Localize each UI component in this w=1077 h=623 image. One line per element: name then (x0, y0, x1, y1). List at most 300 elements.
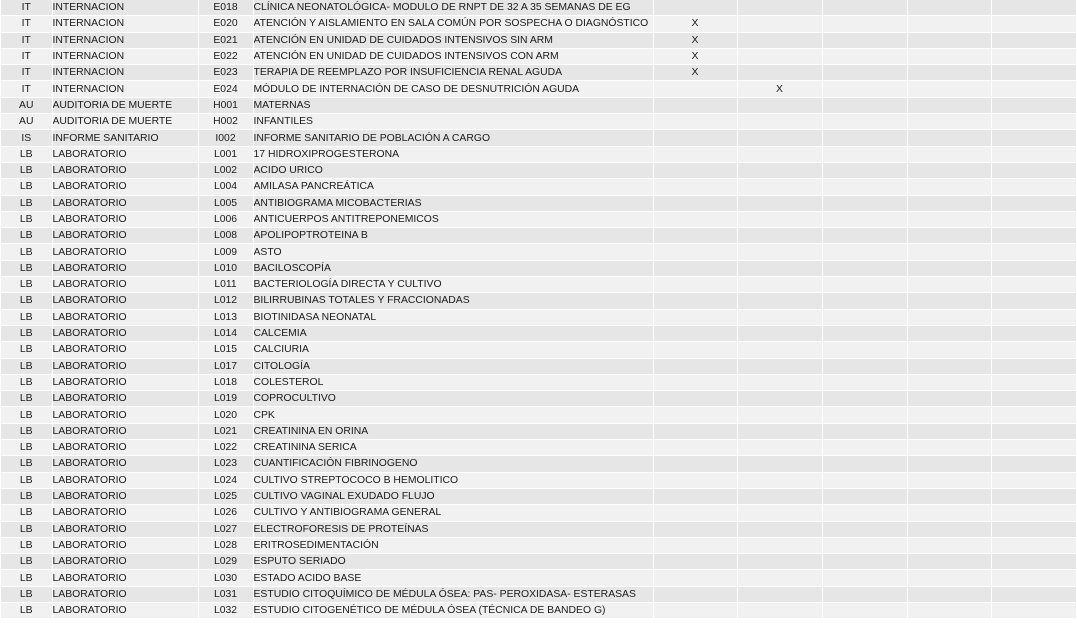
cell-category-code[interactable]: LB (1, 293, 52, 309)
cell-service-description[interactable]: CLÍNICA NEONATOLÓGICA- MODULO DE RNPT DE 32 A 35 SEMANAS DE EG (253, 0, 653, 16)
cell-mark-4[interactable] (907, 228, 991, 244)
cell-category-name[interactable]: LABORATORIO (52, 260, 198, 276)
cell-service-code[interactable]: E022 (198, 48, 253, 64)
cell-mark-4[interactable] (907, 521, 991, 537)
cell-mark-5[interactable] (991, 260, 1076, 276)
cell-mark-3[interactable] (822, 81, 907, 97)
cell-category-code[interactable]: LB (1, 602, 52, 618)
cell-mark-2[interactable]: X (737, 81, 822, 97)
cell-mark-3[interactable] (822, 342, 907, 358)
cell-mark-5[interactable] (991, 228, 1076, 244)
cell-service-code[interactable]: L014 (198, 325, 253, 341)
cell-category-name[interactable]: INTERNACION (52, 16, 198, 32)
cell-mark-1[interactable] (653, 146, 737, 162)
cell-mark-5[interactable] (991, 342, 1076, 358)
cell-category-code[interactable]: IT (1, 81, 52, 97)
cell-category-code[interactable]: IT (1, 16, 52, 32)
cell-service-code[interactable]: E021 (198, 32, 253, 48)
cell-mark-2[interactable] (737, 97, 822, 113)
cell-mark-5[interactable] (991, 130, 1076, 146)
cell-mark-3[interactable] (822, 228, 907, 244)
cell-mark-1[interactable] (653, 0, 737, 16)
cell-mark-3[interactable] (822, 423, 907, 439)
cell-mark-2[interactable] (737, 195, 822, 211)
cell-mark-1[interactable] (653, 488, 737, 504)
cell-mark-4[interactable] (907, 440, 991, 456)
cell-mark-3[interactable] (822, 0, 907, 16)
cell-service-description[interactable]: CALCIURIA (253, 342, 653, 358)
cell-mark-5[interactable] (991, 456, 1076, 472)
cell-mark-5[interactable] (991, 32, 1076, 48)
cell-service-code[interactable]: L013 (198, 309, 253, 325)
cell-mark-3[interactable] (822, 570, 907, 586)
cell-mark-3[interactable] (822, 440, 907, 456)
cell-mark-2[interactable] (737, 114, 822, 130)
cell-service-code[interactable]: L022 (198, 440, 253, 456)
cell-service-description[interactable]: CREATININA SERICA (253, 440, 653, 456)
cell-mark-4[interactable] (907, 130, 991, 146)
cell-category-name[interactable]: LABORATORIO (52, 440, 198, 456)
cell-mark-4[interactable] (907, 537, 991, 553)
cell-category-name[interactable]: INTERNACION (52, 48, 198, 64)
cell-category-name[interactable]: LABORATORIO (52, 195, 198, 211)
cell-service-code[interactable]: L008 (198, 228, 253, 244)
cell-category-code[interactable]: LB (1, 488, 52, 504)
cell-mark-3[interactable] (822, 358, 907, 374)
cell-category-name[interactable]: LABORATORIO (52, 456, 198, 472)
cell-service-code[interactable]: L031 (198, 586, 253, 602)
cell-category-name[interactable]: LABORATORIO (52, 244, 198, 260)
cell-mark-1[interactable] (653, 244, 737, 260)
cell-mark-3[interactable] (822, 114, 907, 130)
cell-mark-2[interactable] (737, 342, 822, 358)
cell-category-code[interactable]: LB (1, 195, 52, 211)
cell-service-code[interactable]: E023 (198, 65, 253, 81)
cell-category-code[interactable]: IT (1, 32, 52, 48)
cell-category-code[interactable]: AU (1, 97, 52, 113)
cell-mark-5[interactable] (991, 65, 1076, 81)
cell-mark-4[interactable] (907, 456, 991, 472)
cell-service-code[interactable]: L002 (198, 162, 253, 178)
cell-service-description[interactable]: ACIDO URICO (253, 162, 653, 178)
cell-mark-5[interactable] (991, 97, 1076, 113)
cell-category-code[interactable]: LB (1, 521, 52, 537)
cell-category-code[interactable]: LB (1, 260, 52, 276)
cell-mark-2[interactable] (737, 602, 822, 618)
cell-mark-1[interactable] (653, 277, 737, 293)
cell-category-name[interactable]: LABORATORIO (52, 277, 198, 293)
cell-mark-5[interactable] (991, 440, 1076, 456)
cell-mark-1[interactable] (653, 391, 737, 407)
cell-mark-4[interactable] (907, 407, 991, 423)
cell-service-code[interactable]: L010 (198, 260, 253, 276)
cell-category-code[interactable]: LB (1, 374, 52, 390)
cell-category-code[interactable]: LB (1, 325, 52, 341)
cell-mark-5[interactable] (991, 81, 1076, 97)
cell-mark-5[interactable] (991, 602, 1076, 618)
cell-mark-4[interactable] (907, 570, 991, 586)
cell-service-description[interactable]: COPROCULTIVO (253, 391, 653, 407)
cell-category-code[interactable]: LB (1, 277, 52, 293)
cell-mark-2[interactable] (737, 570, 822, 586)
cell-mark-3[interactable] (822, 602, 907, 618)
cell-category-name[interactable]: LABORATORIO (52, 162, 198, 178)
cell-service-code[interactable]: L012 (198, 293, 253, 309)
cell-mark-3[interactable] (822, 179, 907, 195)
cell-mark-4[interactable] (907, 97, 991, 113)
cell-mark-5[interactable] (991, 211, 1076, 227)
cell-mark-2[interactable] (737, 0, 822, 16)
cell-mark-1[interactable] (653, 521, 737, 537)
cell-category-name[interactable]: INFORME SANITARIO (52, 130, 198, 146)
cell-mark-2[interactable] (737, 179, 822, 195)
cell-category-name[interactable]: LABORATORIO (52, 342, 198, 358)
cell-category-code[interactable]: LB (1, 505, 52, 521)
cell-mark-1[interactable]: X (653, 65, 737, 81)
cell-mark-3[interactable] (822, 48, 907, 64)
cell-mark-3[interactable] (822, 586, 907, 602)
cell-mark-2[interactable] (737, 423, 822, 439)
cell-category-code[interactable]: LB (1, 423, 52, 439)
cell-category-code[interactable]: LB (1, 537, 52, 553)
cell-mark-3[interactable] (822, 325, 907, 341)
cell-service-description[interactable]: BACTERIOLOGÍA DIRECTA Y CULTIVO (253, 277, 653, 293)
cell-mark-2[interactable] (737, 309, 822, 325)
cell-category-code[interactable]: LB (1, 472, 52, 488)
cell-category-name[interactable]: LABORATORIO (52, 505, 198, 521)
cell-service-description[interactable]: CULTIVO Y ANTIBIOGRAMA GENERAL (253, 505, 653, 521)
cell-service-description[interactable]: CULTIVO VAGINAL EXUDADO FLUJO (253, 488, 653, 504)
cell-mark-5[interactable] (991, 521, 1076, 537)
cell-mark-5[interactable] (991, 374, 1076, 390)
cell-mark-3[interactable] (822, 130, 907, 146)
cell-mark-4[interactable] (907, 48, 991, 64)
cell-mark-3[interactable] (822, 309, 907, 325)
cell-category-code[interactable]: LB (1, 342, 52, 358)
cell-category-code[interactable]: LB (1, 228, 52, 244)
cell-service-code[interactable]: E024 (198, 81, 253, 97)
cell-category-name[interactable]: LABORATORIO (52, 358, 198, 374)
cell-mark-2[interactable] (737, 162, 822, 178)
cell-category-code[interactable]: IT (1, 48, 52, 64)
cell-category-name[interactable]: LABORATORIO (52, 488, 198, 504)
cell-mark-3[interactable] (822, 456, 907, 472)
cell-mark-1[interactable] (653, 81, 737, 97)
cell-mark-3[interactable] (822, 505, 907, 521)
cell-mark-2[interactable] (737, 146, 822, 162)
cell-mark-1[interactable] (653, 325, 737, 341)
cell-mark-3[interactable] (822, 407, 907, 423)
cell-mark-4[interactable] (907, 195, 991, 211)
cell-mark-2[interactable] (737, 277, 822, 293)
cell-service-description[interactable]: ATENCIÓN EN UNIDAD DE CUIDADOS INTENSIVOS CON ARM (253, 48, 653, 64)
cell-service-description[interactable]: TERAPIA DE REEMPLAZO POR INSUFICIENCIA RENAL AGUDA (253, 65, 653, 81)
cell-service-description[interactable]: ANTIBIOGRAMA MICOBACTERIAS (253, 195, 653, 211)
cell-service-description[interactable]: ANTICUERPOS ANTITREPONEMICOS (253, 211, 653, 227)
cell-service-code[interactable]: L029 (198, 554, 253, 570)
cell-mark-3[interactable] (822, 65, 907, 81)
cell-mark-2[interactable] (737, 260, 822, 276)
cell-mark-3[interactable] (822, 554, 907, 570)
cell-category-name[interactable]: LABORATORIO (52, 309, 198, 325)
cell-mark-1[interactable] (653, 407, 737, 423)
cell-category-code[interactable]: LB (1, 456, 52, 472)
cell-mark-4[interactable] (907, 244, 991, 260)
cell-mark-5[interactable] (991, 48, 1076, 64)
cell-mark-1[interactable] (653, 309, 737, 325)
cell-mark-5[interactable] (991, 146, 1076, 162)
cell-mark-1[interactable]: X (653, 48, 737, 64)
cell-mark-1[interactable] (653, 97, 737, 113)
cell-mark-5[interactable] (991, 407, 1076, 423)
cell-mark-4[interactable] (907, 505, 991, 521)
cell-mark-4[interactable] (907, 488, 991, 504)
cell-mark-5[interactable] (991, 195, 1076, 211)
cell-category-code[interactable]: LB (1, 391, 52, 407)
cell-mark-5[interactable] (991, 277, 1076, 293)
cell-category-name[interactable]: LABORATORIO (52, 374, 198, 390)
cell-service-description[interactable]: ESTADO ACIDO BASE (253, 570, 653, 586)
cell-service-code[interactable]: L011 (198, 277, 253, 293)
cell-mark-1[interactable]: X (653, 16, 737, 32)
cell-service-description[interactable]: ESTUDIO CITOQUÍMICO DE MÉDULA ÓSEA: PAS- PEROXIDASA- ESTERASAS (253, 586, 653, 602)
cell-mark-4[interactable] (907, 554, 991, 570)
cell-service-code[interactable]: L001 (198, 146, 253, 162)
cell-category-name[interactable]: INTERNACION (52, 0, 198, 16)
cell-service-code[interactable]: L017 (198, 358, 253, 374)
cell-mark-1[interactable] (653, 554, 737, 570)
cell-mark-1[interactable] (653, 440, 737, 456)
cell-category-code[interactable]: IT (1, 0, 52, 16)
cell-mark-1[interactable] (653, 228, 737, 244)
cell-mark-2[interactable] (737, 211, 822, 227)
cell-mark-5[interactable] (991, 114, 1076, 130)
cell-service-code[interactable]: I002 (198, 130, 253, 146)
cell-mark-1[interactable] (653, 358, 737, 374)
cell-category-code[interactable]: LB (1, 407, 52, 423)
cell-mark-2[interactable] (737, 48, 822, 64)
cell-mark-2[interactable] (737, 472, 822, 488)
cell-mark-4[interactable] (907, 211, 991, 227)
cell-mark-2[interactable] (737, 391, 822, 407)
cell-mark-3[interactable] (822, 32, 907, 48)
cell-mark-1[interactable]: X (653, 32, 737, 48)
cell-category-name[interactable]: LABORATORIO (52, 179, 198, 195)
cell-mark-2[interactable] (737, 456, 822, 472)
cell-mark-4[interactable] (907, 423, 991, 439)
cell-mark-3[interactable] (822, 16, 907, 32)
cell-mark-5[interactable] (991, 472, 1076, 488)
cell-category-code[interactable]: LB (1, 179, 52, 195)
cell-service-description[interactable]: CALCEMIA (253, 325, 653, 341)
cell-service-code[interactable]: L009 (198, 244, 253, 260)
cell-category-name[interactable]: LABORATORIO (52, 293, 198, 309)
cell-mark-4[interactable] (907, 342, 991, 358)
cell-service-code[interactable]: L024 (198, 472, 253, 488)
cell-mark-2[interactable] (737, 440, 822, 456)
cell-mark-5[interactable] (991, 505, 1076, 521)
cell-mark-1[interactable] (653, 114, 737, 130)
cell-service-description[interactable]: BACILOSCOPÍA (253, 260, 653, 276)
cell-mark-2[interactable] (737, 228, 822, 244)
cell-service-code[interactable]: L030 (198, 570, 253, 586)
cell-mark-1[interactable] (653, 472, 737, 488)
cell-mark-2[interactable] (737, 130, 822, 146)
cell-category-name[interactable]: LABORATORIO (52, 472, 198, 488)
cell-mark-2[interactable] (737, 244, 822, 260)
cell-category-name[interactable]: LABORATORIO (52, 423, 198, 439)
cell-mark-1[interactable] (653, 195, 737, 211)
cell-category-name[interactable]: LABORATORIO (52, 537, 198, 553)
cell-service-code[interactable]: L027 (198, 521, 253, 537)
cell-service-description[interactable]: AMILASA PANCREÁTICA (253, 179, 653, 195)
cell-mark-1[interactable] (653, 586, 737, 602)
cell-mark-2[interactable] (737, 537, 822, 553)
cell-service-code[interactable]: L006 (198, 211, 253, 227)
cell-category-code[interactable]: LB (1, 570, 52, 586)
cell-service-code[interactable]: L026 (198, 505, 253, 521)
cell-category-name[interactable]: INTERNACION (52, 32, 198, 48)
cell-mark-1[interactable] (653, 423, 737, 439)
cell-category-code[interactable]: LB (1, 554, 52, 570)
cell-mark-4[interactable] (907, 0, 991, 16)
cell-mark-3[interactable] (822, 521, 907, 537)
cell-mark-5[interactable] (991, 423, 1076, 439)
cell-mark-2[interactable] (737, 293, 822, 309)
cell-mark-5[interactable] (991, 16, 1076, 32)
cell-category-name[interactable]: LABORATORIO (52, 570, 198, 586)
cell-service-code[interactable]: L018 (198, 374, 253, 390)
cell-service-code[interactable]: H002 (198, 114, 253, 130)
cell-service-description[interactable]: BILIRRUBINAS TOTALES Y FRACCIONADAS (253, 293, 653, 309)
cell-service-code[interactable]: L023 (198, 456, 253, 472)
cell-category-name[interactable]: AUDITORIA DE MUERTE (52, 97, 198, 113)
cell-mark-4[interactable] (907, 65, 991, 81)
cell-mark-5[interactable] (991, 0, 1076, 16)
cell-service-code[interactable]: L019 (198, 391, 253, 407)
cell-category-code[interactable]: AU (1, 114, 52, 130)
cell-service-description[interactable]: CREATININA EN ORINA (253, 423, 653, 439)
cell-mark-3[interactable] (822, 97, 907, 113)
cell-category-code[interactable]: LB (1, 162, 52, 178)
cell-mark-3[interactable] (822, 162, 907, 178)
cell-category-name[interactable]: LABORATORIO (52, 554, 198, 570)
cell-service-code[interactable]: L032 (198, 602, 253, 618)
cell-mark-4[interactable] (907, 325, 991, 341)
cell-mark-3[interactable] (822, 537, 907, 553)
cell-mark-4[interactable] (907, 16, 991, 32)
cell-mark-4[interactable] (907, 586, 991, 602)
cell-mark-1[interactable] (653, 342, 737, 358)
cell-mark-1[interactable] (653, 537, 737, 553)
cell-service-description[interactable]: MATERNAS (253, 97, 653, 113)
cell-mark-4[interactable] (907, 358, 991, 374)
cell-mark-2[interactable] (737, 521, 822, 537)
cell-service-description[interactable]: CPK (253, 407, 653, 423)
cell-mark-2[interactable] (737, 16, 822, 32)
cell-mark-5[interactable] (991, 358, 1076, 374)
cell-mark-5[interactable] (991, 391, 1076, 407)
cell-category-name[interactable]: LABORATORIO (52, 586, 198, 602)
cell-category-name[interactable]: LABORATORIO (52, 521, 198, 537)
cell-mark-3[interactable] (822, 391, 907, 407)
cell-category-name[interactable]: INTERNACION (52, 81, 198, 97)
cell-mark-1[interactable] (653, 293, 737, 309)
cell-mark-3[interactable] (822, 260, 907, 276)
cell-mark-5[interactable] (991, 325, 1076, 341)
cell-service-description[interactable]: ATENCIÓN EN UNIDAD DE CUIDADOS INTENSIVOS SIN ARM (253, 32, 653, 48)
cell-mark-3[interactable] (822, 374, 907, 390)
cell-mark-1[interactable] (653, 505, 737, 521)
cell-mark-4[interactable] (907, 179, 991, 195)
cell-mark-2[interactable] (737, 505, 822, 521)
cell-mark-2[interactable] (737, 65, 822, 81)
cell-service-description[interactable]: MÓDULO DE INTERNACIÓN DE CASO DE DESNUTRICIÓN AGUDA (253, 81, 653, 97)
cell-mark-4[interactable] (907, 146, 991, 162)
cell-service-description[interactable]: ATENCIÓN Y AISLAMIENTO EN SALA COMÚN POR SOSPECHA O DIAGNÓSTICO (253, 16, 653, 32)
cell-category-name[interactable]: AUDITORIA DE MUERTE (52, 114, 198, 130)
cell-category-code[interactable]: IT (1, 65, 52, 81)
cell-service-description[interactable]: CUANTIFICACIÓN FIBRINOGENO (253, 456, 653, 472)
cell-mark-3[interactable] (822, 488, 907, 504)
cell-mark-1[interactable] (653, 456, 737, 472)
cell-mark-1[interactable] (653, 130, 737, 146)
cell-category-code[interactable]: LB (1, 146, 52, 162)
cell-mark-5[interactable] (991, 179, 1076, 195)
cell-mark-3[interactable] (822, 211, 907, 227)
cell-service-code[interactable]: L004 (198, 179, 253, 195)
cell-category-code[interactable]: LB (1, 586, 52, 602)
cell-category-name[interactable]: INTERNACION (52, 65, 198, 81)
cell-mark-4[interactable] (907, 391, 991, 407)
cell-mark-5[interactable] (991, 293, 1076, 309)
cell-service-code[interactable]: E018 (198, 0, 253, 16)
cell-service-description[interactable]: 17 HIDROXIPROGESTERONA (253, 146, 653, 162)
cell-service-description[interactable]: CULTIVO STREPTOCOCO B HEMOLITICO (253, 472, 653, 488)
cell-category-code[interactable]: LB (1, 211, 52, 227)
cell-mark-4[interactable] (907, 114, 991, 130)
cell-service-description[interactable]: INFORME SANITARIO DE POBLACIÓN A CARGO (253, 130, 653, 146)
cell-service-code[interactable]: E020 (198, 16, 253, 32)
cell-mark-5[interactable] (991, 309, 1076, 325)
cell-mark-4[interactable] (907, 602, 991, 618)
cell-mark-1[interactable] (653, 374, 737, 390)
cell-category-name[interactable]: LABORATORIO (52, 391, 198, 407)
cell-mark-5[interactable] (991, 586, 1076, 602)
cell-mark-1[interactable] (653, 211, 737, 227)
cell-service-description[interactable]: APOLIPOPTROTEINA B (253, 228, 653, 244)
cell-category-code[interactable]: LB (1, 440, 52, 456)
cell-mark-2[interactable] (737, 586, 822, 602)
cell-service-description[interactable]: ESPUTO SERIADO (253, 554, 653, 570)
cell-mark-4[interactable] (907, 472, 991, 488)
cell-mark-4[interactable] (907, 374, 991, 390)
cell-mark-1[interactable] (653, 602, 737, 618)
cell-mark-2[interactable] (737, 32, 822, 48)
cell-mark-5[interactable] (991, 537, 1076, 553)
cell-mark-3[interactable] (822, 146, 907, 162)
cell-mark-2[interactable] (737, 554, 822, 570)
cell-mark-3[interactable] (822, 293, 907, 309)
cell-mark-1[interactable] (653, 570, 737, 586)
cell-service-description[interactable]: ESTUDIO CITOGENÉTICO DE MÉDULA ÓSEA (TÉCNICA DE BANDEO G) (253, 602, 653, 618)
cell-service-code[interactable]: L021 (198, 423, 253, 439)
cell-category-name[interactable]: LABORATORIO (52, 211, 198, 227)
cell-mark-2[interactable] (737, 407, 822, 423)
cell-category-code[interactable]: LB (1, 309, 52, 325)
cell-mark-4[interactable] (907, 293, 991, 309)
cell-mark-4[interactable] (907, 162, 991, 178)
